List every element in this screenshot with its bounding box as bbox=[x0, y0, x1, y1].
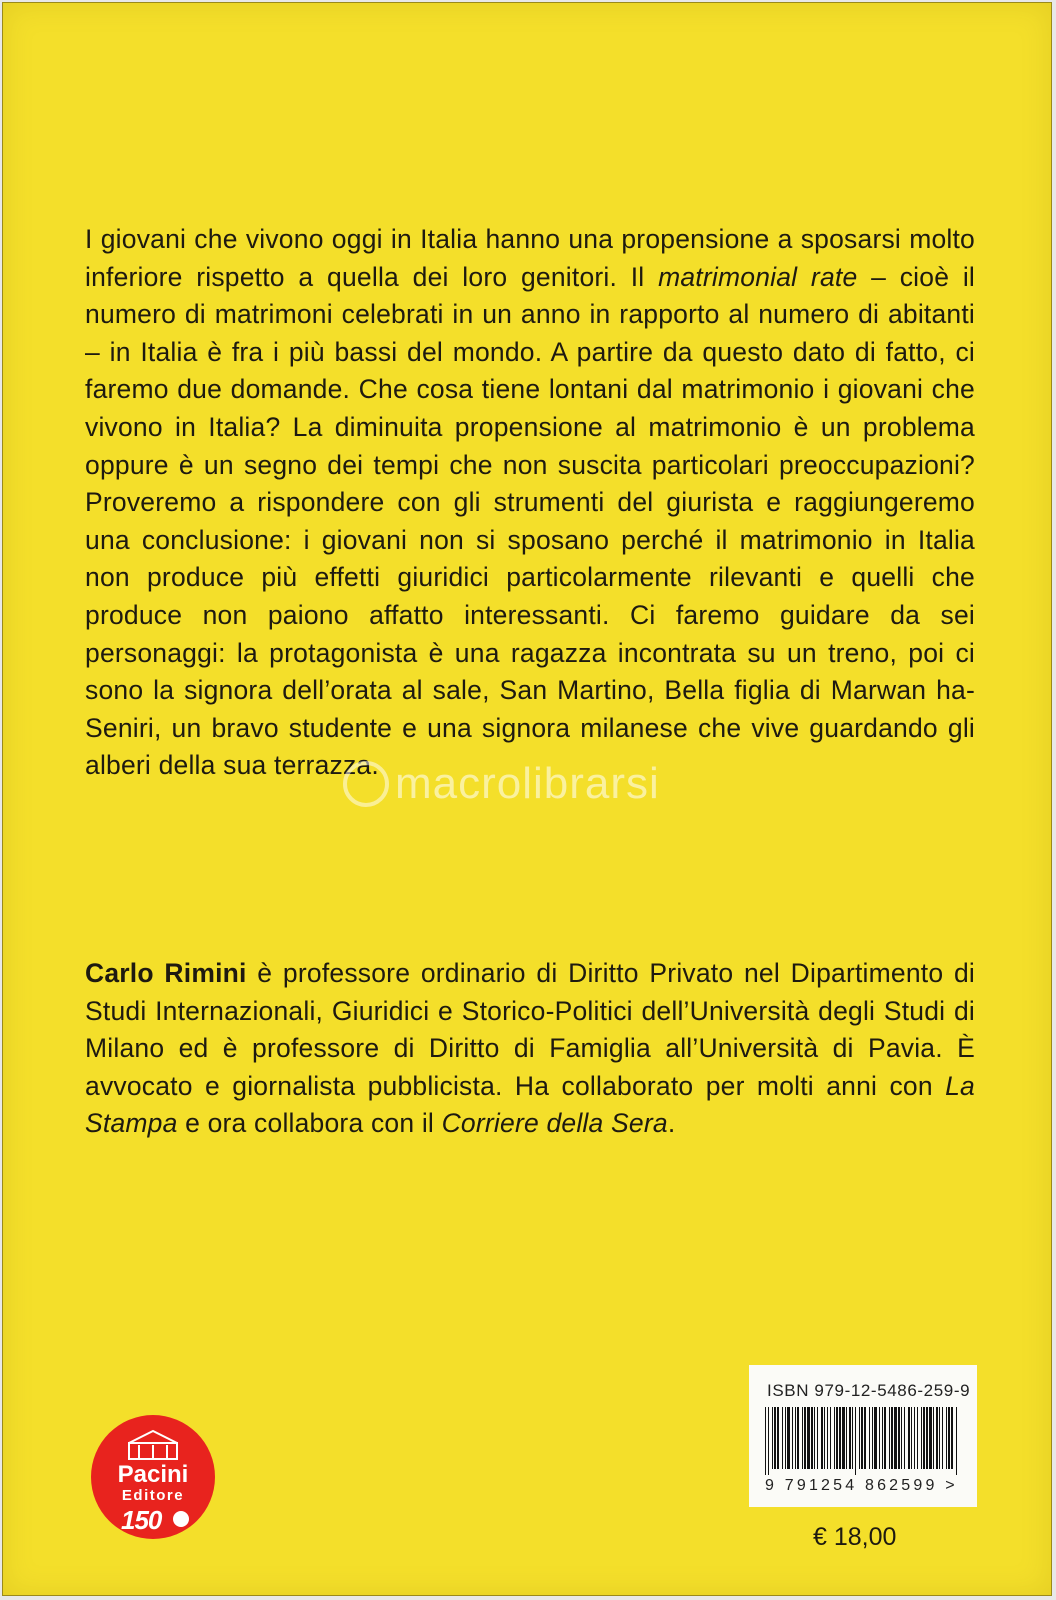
synopsis-text bbox=[85, 221, 975, 785]
author-bio-paragraph bbox=[85, 955, 975, 1143]
bio-part-3: . bbox=[667, 1108, 676, 1139]
watermark bbox=[343, 759, 660, 809]
synopsis-lead: I giovani che vivono oggi in Italia hanno una propensione a sposarsi molto inferiore rispetto a quella dei loro genitori. Il bbox=[85, 224, 975, 292]
newspaper-1: La Stampa bbox=[85, 1070, 975, 1139]
publisher-emblem-icon bbox=[125, 1429, 181, 1461]
isbn-label: ISBN 979-12-5486-259-9 bbox=[767, 1381, 971, 1400]
barcode-digits: 9 791254 862599 > bbox=[765, 1477, 958, 1494]
bio-part-1: è professore ordinario di Diritto Privato nel Dipartimento di Studi Internazionali, Giuridici e Storico-Politici dell’Università degli Studi di Milano ed è professore di Diritto di Famiglia all’Università di Pavia. È avvocato e giornalista pubblicista. Ha collaborato per molti anni con bbox=[85, 958, 975, 1101]
newspaper-2: Corriere della Sera bbox=[441, 1108, 668, 1139]
price: € 18,00 bbox=[813, 1523, 897, 1551]
synopsis-paragraph bbox=[85, 221, 975, 785]
publisher-subtitle: Editore bbox=[121, 1487, 185, 1504]
publisher-name: Pacini bbox=[117, 1461, 189, 1488]
publisher-logo bbox=[91, 1415, 215, 1539]
synopsis-rest: – cioè il numero di matrimoni celebrati in un anno in rapporto al numero di abitanti – in Italia è fra i più bassi del mondo. A partire da questo dato di fatto, ci faremo due domande. Che cosa tiene lontani dal matrimonio i giovani che vivono in Italia? La diminuita propensione al matrimonio è un problema oppure è un segno dei tempi che non suscita particolari preoccupazioni? Proveremo a rispondere con gli strumenti del giurista e raggiungeremo una conclusione: i giovani non si sposano perché il matrimonio in Italia non produce più effetti giuridici particolarmente rilevanti e quelli che produce non paiono affatto interessanti. Ci faremo guidare da sei personaggi: la protagonista è una ragazza incontrata su un treno, poi ci sono la signora dell’orata al sale, San Martino, Bella figlia di Marwan ha-Seniri, un bravo studente e una signora milanese che vive guardando gli alberi della sua terrazza. bbox=[85, 261, 975, 781]
back-cover bbox=[2, 2, 1052, 1596]
barcode-panel bbox=[749, 1365, 977, 1507]
barcode-icon bbox=[763, 1407, 963, 1475]
author-bio bbox=[85, 955, 975, 1143]
bio-part-2: e ora collabora con il bbox=[177, 1108, 442, 1139]
anniversary-seal-icon bbox=[173, 1511, 189, 1527]
anniversary-mark: 150 bbox=[121, 1505, 162, 1535]
author-name: Carlo Rimini bbox=[85, 958, 247, 988]
watermark-logo-icon bbox=[343, 761, 389, 807]
synopsis-term: matrimonial rate bbox=[658, 261, 858, 292]
watermark-text: macrolibrarsi bbox=[395, 759, 660, 808]
